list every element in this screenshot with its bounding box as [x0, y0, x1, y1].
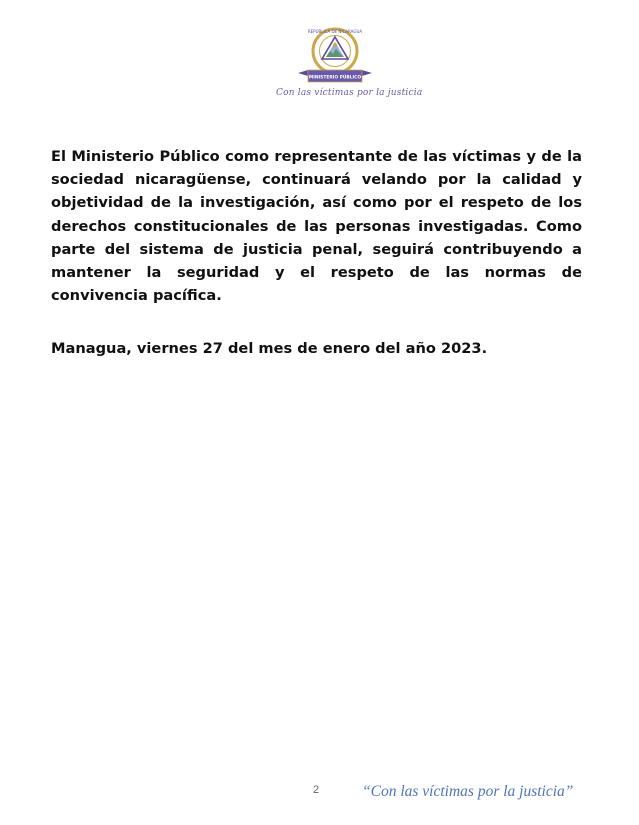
ministerio-publico-logo	[276, 24, 423, 106]
dateline: Managua, viernes 27 del mes de enero del año 2023.	[51, 340, 488, 357]
main-paragraph: El Ministerio Público como representante de las víctimas y de la sociedad nicaragüense, continuará velando por la calidad y objetividad de la investigación, así como por el respeto de los derechos constitucionales de las personas investigadas. Como parte del sistema de justicia penal, seguirá contribuyendo a mantener la seguridad y el respeto de las normas de convivencia pacífica.	[51, 148, 582, 305]
seal-icon	[276, 24, 394, 88]
page-number: 2	[313, 784, 320, 796]
seal-text-top: REPÚBLICA DE NICARAGUA	[307, 29, 363, 34]
logo-motto: Con las víctimas por la justicia	[276, 88, 423, 98]
footer-slogan: “Con las víctimas por la justicia”	[362, 783, 574, 800]
banner-text: MINISTERIO PÚBLICO	[308, 75, 362, 81]
